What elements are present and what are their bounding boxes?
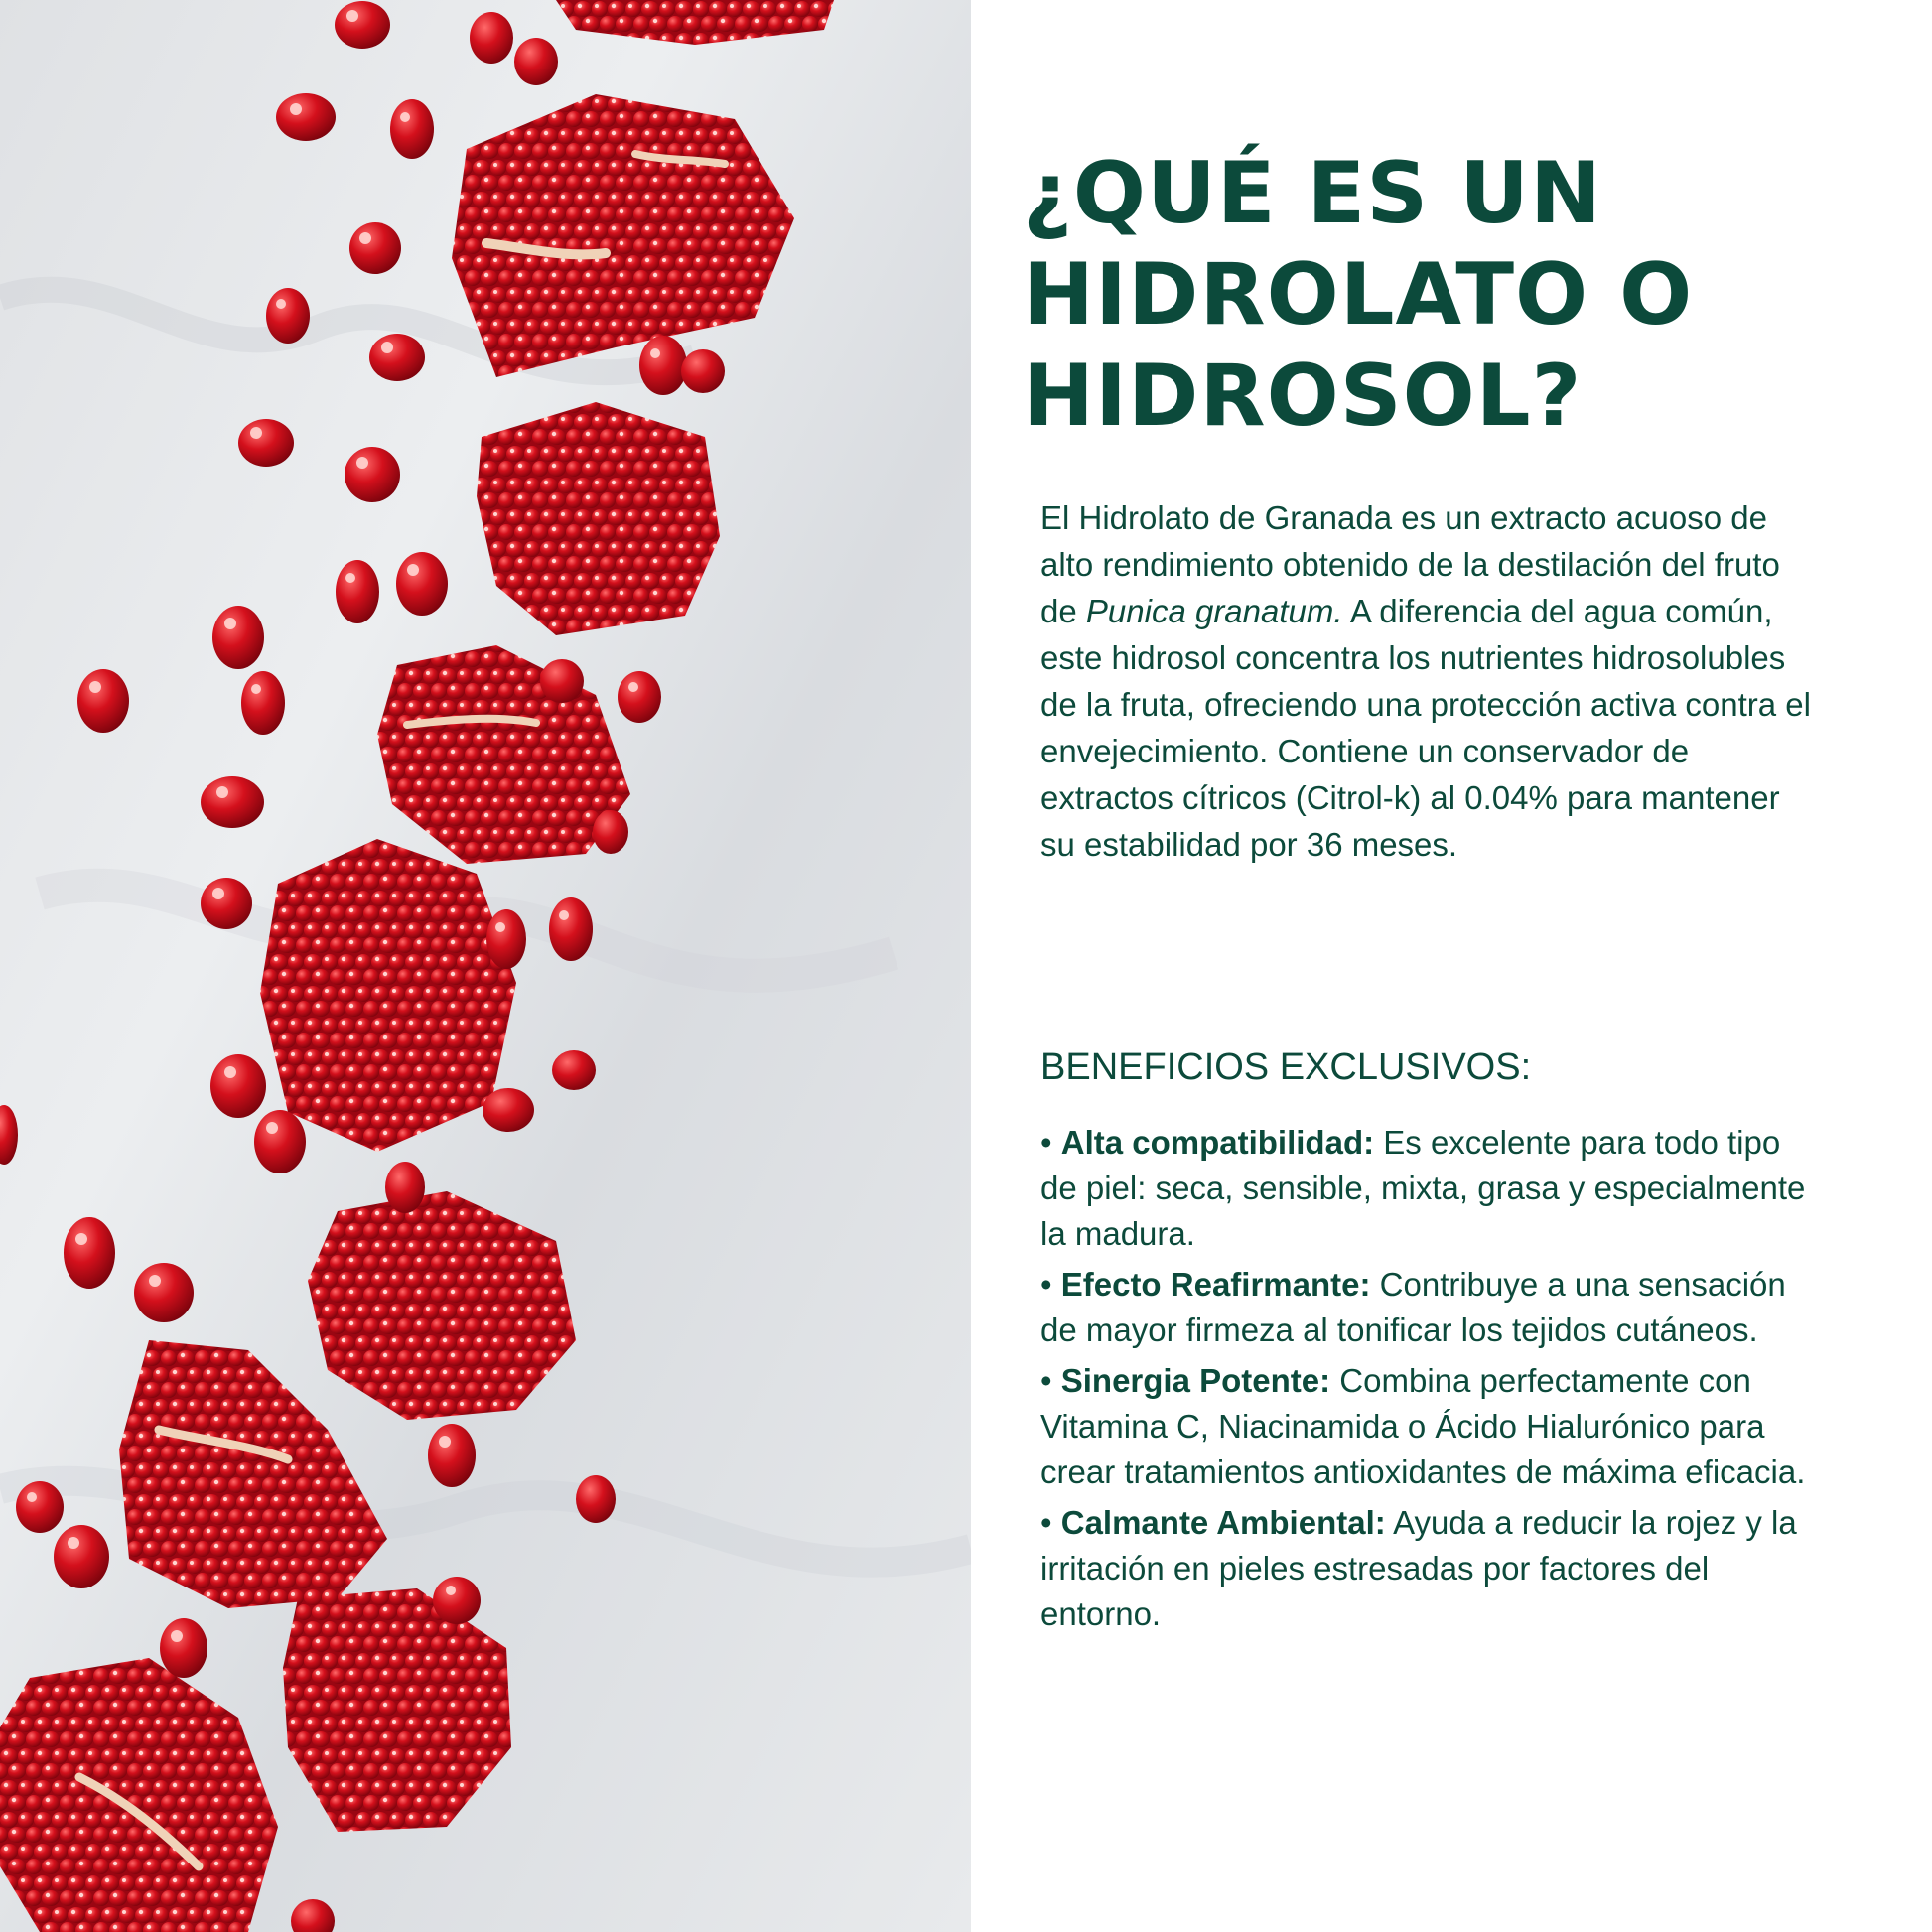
benefit-text: Contribuye a una sensación de mayor firmeza al tonificar los tejidos cutáneos. <box>1040 1266 1786 1348</box>
title-line-1: ¿QUÉ ES UN <box>1023 144 1602 243</box>
species-name: Punica granatum. <box>1085 593 1343 629</box>
intro-paragraph <box>1040 494 1815 868</box>
benefit-item-compatibility <box>1040 1120 1815 1257</box>
title-line-2: HIDROLATO O <box>1023 245 1694 345</box>
benefit-label: Sinergia Potente: <box>1060 1362 1331 1399</box>
text-panel <box>971 0 1932 1932</box>
bullet: • <box>1040 1124 1052 1161</box>
benefit-label: Efecto Reafirmante: <box>1060 1266 1371 1303</box>
intro-text-start: El Hidrolato de Granada es un extracto acuoso de alto rendimiento obtenido de la destilación del fruto de <box>1040 499 1780 629</box>
benefit-item-synergy <box>1040 1358 1815 1495</box>
bullet: • <box>1040 1504 1052 1541</box>
intro-text-end: A diferencia del agua común, este hidrosol concentra los nutrientes hidrosolubles de la fruta, ofreciendo una protección activa contra el envejecimiento. Contiene un conservador de extractos cítricos (Citrol-k) al 0.04% para mantener su estabilidad por 36 meses. <box>1040 593 1811 863</box>
benefit-item-firming <box>1040 1262 1815 1353</box>
benefit-text: Es excelente para todo tipo de piel: seca, sensible, mixta, grasa y especialmente la madura. <box>1040 1124 1806 1252</box>
page-title <box>1023 143 1857 447</box>
benefit-item-soothing <box>1040 1500 1815 1637</box>
title-line-3: HIDROSOL? <box>1023 346 1583 446</box>
benefit-text: Ayuda a reducir la rojez y la irritación en pieles estresadas por factores del entorno. <box>1040 1504 1797 1632</box>
benefits-list <box>1040 1120 1815 1642</box>
bullet: • <box>1040 1362 1052 1399</box>
benefits-title: BENEFICIOS EXCLUSIVOS: <box>1040 1046 1532 1088</box>
benefit-label: Alta compatibilidad: <box>1060 1124 1375 1161</box>
benefit-label: Calmante Ambiental: <box>1060 1504 1386 1541</box>
benefit-text: Combina perfectamente con Vitamina C, Niacinamida o Ácido Hialurónico para crear tratamientos antioxidantes de máxima eficacia. <box>1040 1362 1806 1490</box>
bullet: • <box>1040 1266 1052 1303</box>
